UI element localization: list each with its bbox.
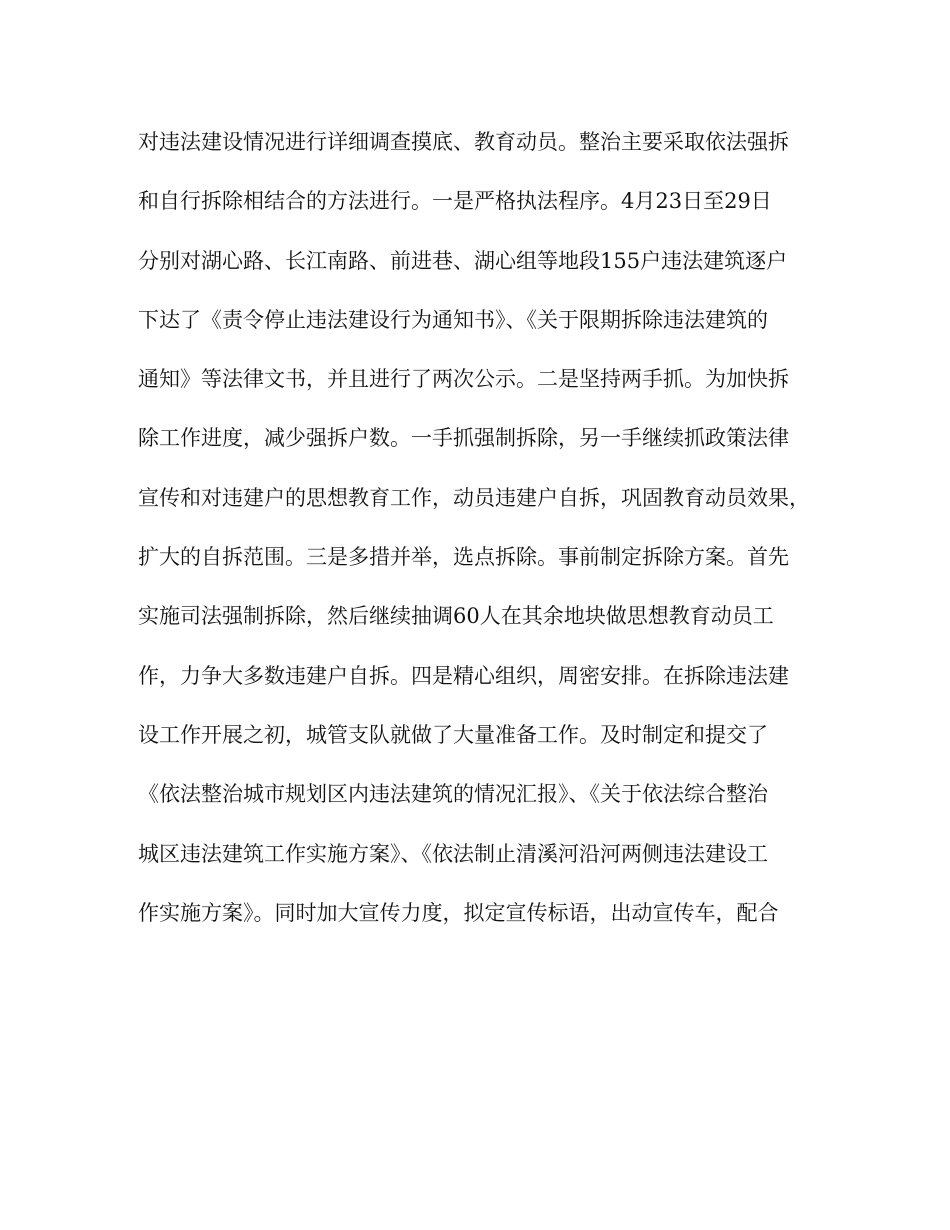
text-line: 扩大的自拆范围。三是多措并举，选点拆除。事前制定拆除方案。首先 xyxy=(138,545,789,570)
text-line: 作实施方案》。同时加大宣传力度，拟定宣传标语，出动宣传车，配合 xyxy=(138,900,779,925)
text-line: 《依法整治城市规划区内违法建筑的情况汇报》、《关于依法综合整治 xyxy=(138,782,768,807)
text-line: 通知》等法律文书，并且进行了两次公示。二是坚持两手抓。为加快拆 xyxy=(138,367,789,392)
text-line: 作，力争大多数违建户自拆。四是精心组织，周密安排。在拆除违法建 xyxy=(138,663,789,688)
text-line: 和自行拆除相结合的方法进行。一是严格执法程序。4月23日至29日 xyxy=(138,189,772,214)
text-line: 下达了《责令停止违法建设行为通知书》、《关于限期拆除违法建筑的 xyxy=(138,307,768,332)
text-line: 实施司法强制拆除，然后继续抽调60人在其余地块做思想教育动员工 xyxy=(138,604,774,629)
text-line: 宣传和对违建户的思想教育工作，动员违建户自拆，巩固教育动员效果， xyxy=(138,485,810,510)
text-line: 除工作进度，减少强拆户数。一手抓强制拆除，另一手继续抓政策法律 xyxy=(138,426,789,451)
text-line: 对违法建设情况进行详细调查摸底、教育动员。整治主要采取依法强拆 xyxy=(138,130,789,154)
body-text xyxy=(138,122,838,952)
text-line: 分别对湖心路、长江南路、前进巷、湖心组等地段155户违法建筑逐户 xyxy=(138,248,788,273)
text-line: 城区违法建筑工作实施方案》、《依法制止清溪河沿河两侧违法建设工 xyxy=(138,841,768,866)
text-line: 设工作开展之初，城管支队就做了大量准备工作。及时制定和提交了 xyxy=(138,722,768,747)
